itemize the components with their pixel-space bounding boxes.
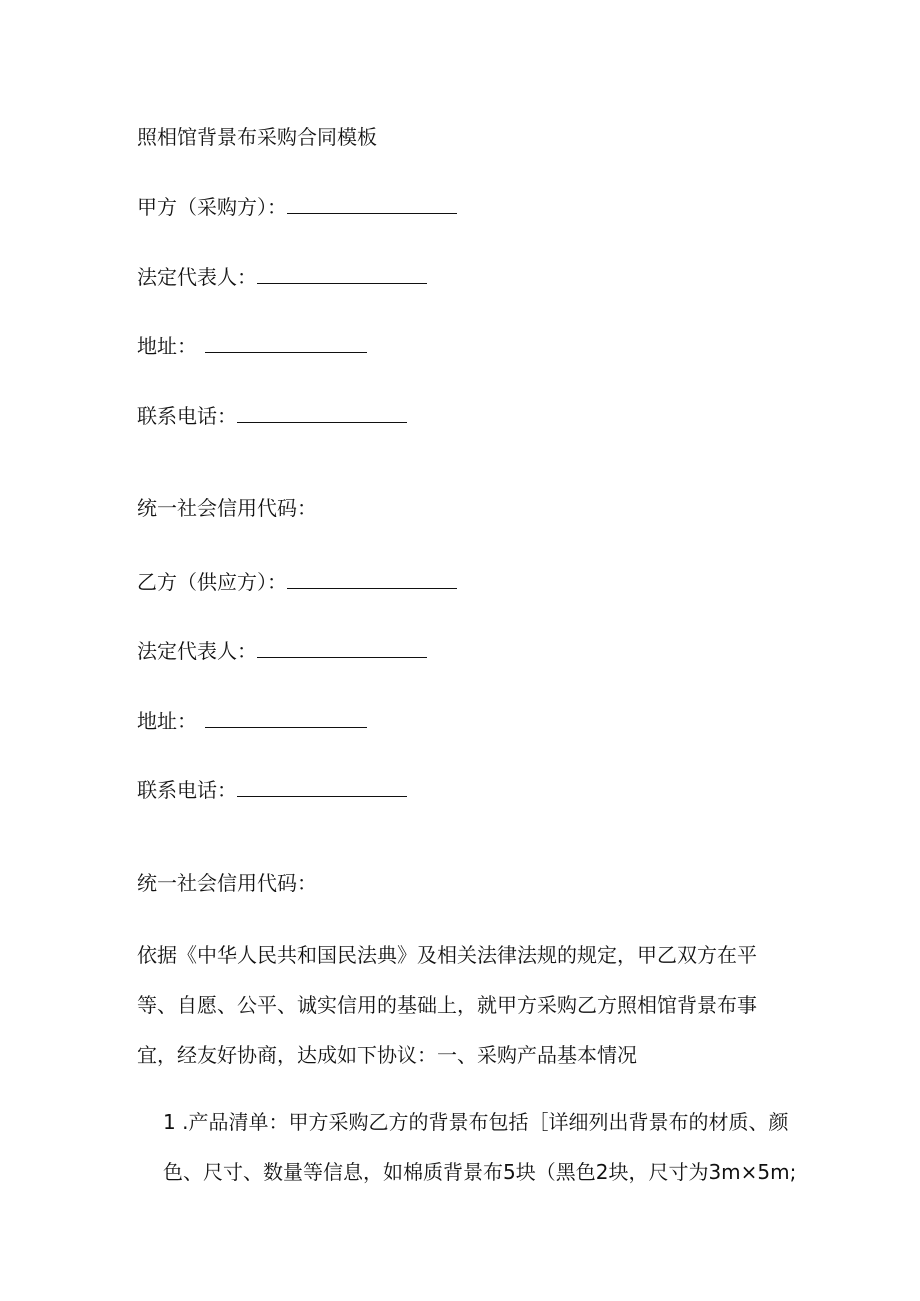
party-b-address-label: 地址：: [137, 709, 197, 733]
party-a-phone-row: [137, 404, 407, 428]
item-1-line: 色、尺寸、数量等信息，如棉质背景布5块（黑色2块，尺寸为3m×5m;: [163, 1160, 797, 1184]
party-b-rep-row: [137, 639, 427, 663]
party-a-rep-label: 法定代表人：: [137, 265, 257, 289]
party-a-address-row: [137, 334, 367, 358]
party-b-credit-code-label: 统一社会信用代码：: [137, 871, 317, 895]
party-b-phone-row: [137, 778, 407, 802]
party-b-phone-label: 联系电话：: [137, 778, 237, 802]
party-b-name-row: [137, 570, 457, 594]
party-a-name-blank[interactable]: [287, 195, 457, 214]
party-a-phone-blank[interactable]: [237, 404, 407, 423]
party-b-rep-label: 法定代表人：: [137, 639, 257, 663]
party-a-address-label: 地址：: [137, 334, 197, 358]
party-a-rep-blank[interactable]: [257, 265, 427, 284]
title-text: 照相馆背景布采购合同模板: [137, 125, 377, 149]
party-b-name-label: 乙方（供应方）：: [137, 570, 287, 594]
item-1-paragraph: [163, 1097, 803, 1197]
party-b-phone-blank[interactable]: [237, 778, 407, 797]
party-a-phone-label: 联系电话：: [137, 404, 237, 428]
party-a-credit-code-label: 统一社会信用代码：: [137, 496, 317, 520]
party-a-address-blank[interactable]: [205, 334, 367, 353]
party-b-credit-code-row: [137, 871, 317, 895]
item-1-line: 1 .产品清单：甲方采购乙方的背景布包括［详细列出背景布的材质、颜: [163, 1110, 789, 1134]
preamble-line: 等、自愿、公平、诚实信用的基础上，就甲方采购乙方照相馆背景布事: [137, 993, 757, 1017]
party-b-name-blank[interactable]: [287, 570, 457, 589]
document-title: [137, 125, 377, 149]
preamble-line: 宜，经友好协商，达成如下协议：一、采购产品基本情况: [137, 1043, 637, 1067]
party-a-name-row: [137, 195, 457, 219]
party-b-address-blank[interactable]: [205, 709, 367, 728]
preamble-line: 依据《中华人民共和国民法典》及相关法律法规的规定，甲乙双方在平: [137, 943, 757, 967]
party-b-rep-blank[interactable]: [257, 639, 427, 658]
party-a-credit-code-row: [137, 496, 317, 520]
preamble-paragraph: [137, 930, 777, 1080]
party-b-address-row: [137, 709, 367, 733]
party-a-name-label: 甲方（采购方）：: [137, 195, 287, 219]
party-a-rep-row: [137, 265, 427, 289]
